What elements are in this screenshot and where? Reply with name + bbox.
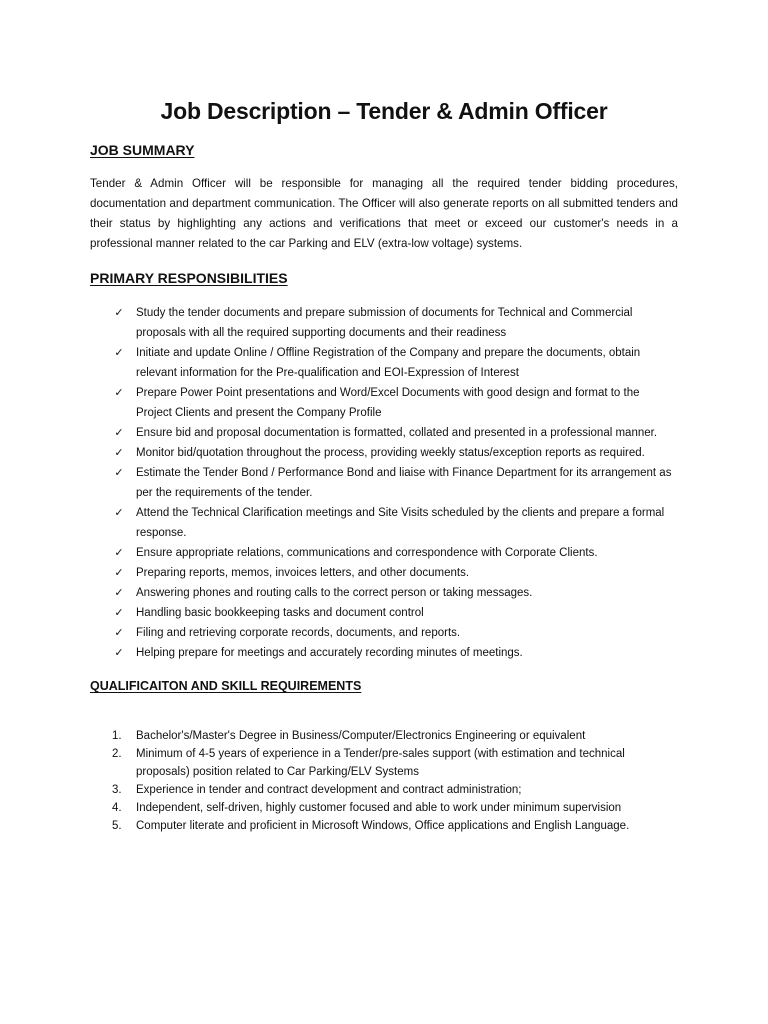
document-title: Job Description – Tender & Admin Officer [160,98,608,124]
responsibility-item [90,563,678,583]
checkmark-icon: ✓ [114,586,124,599]
responsibility-text: Ensure appropriate relations, communications and correspondence with Corporate Clients. [136,547,598,559]
responsibility-text: Estimate the Tender Bond / Performance Bond and liaise with Finance Department for its arrangement as per the requirements of the tender. [136,467,672,499]
responsibility-text: Attend the Technical Clarification meetings and Site Visits scheduled by the clients and prepare a formal response. [136,507,665,539]
responsibility-item [90,603,678,623]
responsibility-item [90,643,678,663]
qualification-item [90,799,678,817]
qualification-item [90,745,678,781]
checkmark-icon: ✓ [114,626,124,639]
responsibility-item [90,463,678,503]
responsibilities-list [90,303,678,663]
qualification-item [90,727,678,745]
responsibility-text: Ensure bid and proposal documentation is formatted, collated and presented in a professional manner. [136,427,658,439]
responsibility-item [90,343,678,383]
qualification-text: Bachelor's/Master's Degree in Business/Computer/Electronics Engineering or equivalent [136,730,586,742]
responsibility-text: Prepare Power Point presentations and Word/Excel Documents with good design and format to the Project Clients and present the Company Profile [136,387,640,419]
checkmark-icon: ✓ [114,566,124,579]
responsibility-text: Initiate and update Online / Offline Registration of the Company and prepare the documents, obtain relevant information for the Pre-qualification and EOI-Expression of Interest [136,347,641,379]
checkmark-icon: ✓ [114,306,124,319]
responsibility-text: Preparing reports, memos, invoices letters, and other documents. [136,567,470,579]
qualification-text: Computer literate and proficient in Microsoft Windows, Office applications and English Language. [136,820,630,832]
checkmark-icon: ✓ [114,466,124,479]
checkmark-icon: ✓ [114,546,124,559]
checkmark-icon: ✓ [114,506,124,519]
responsibility-text: Study the tender documents and prepare submission of documents for Technical and Commercial proposals with all the required supporting documents and their readiness [136,307,633,339]
responsibility-item [90,503,678,543]
responsibility-item [90,303,678,343]
checkmark-icon: ✓ [114,386,124,399]
qualification-item [90,817,678,835]
qualification-text: Independent, self-driven, highly customer focused and able to work under minimum supervision [136,802,622,814]
checkmark-icon: ✓ [114,426,124,439]
qualification-number: 1. [112,730,122,742]
responsibility-item [90,443,678,463]
responsibility-text: Handling basic bookkeeping tasks and document control [136,607,424,619]
checkmark-icon: ✓ [114,446,124,459]
responsibility-item [90,423,678,443]
qualifications-list [90,727,678,835]
checkmark-icon: ✓ [114,646,124,659]
responsibility-text: Helping prepare for meetings and accurately recording minutes of meetings. [136,647,523,659]
qualification-number: 2. [112,748,122,760]
qualification-number: 4. [112,802,122,814]
primary-responsibilities-heading: PRIMARY RESPONSIBILITIES [90,270,288,286]
responsibility-item [90,623,678,643]
qualification-text: Experience in tender and contract development and contract administration; [136,784,522,796]
qualification-number: 3. [112,784,122,796]
responsibility-text: Filing and retrieving corporate records, documents, and reports. [136,627,461,639]
responsibility-text: Answering phones and routing calls to the correct person or taking messages. [136,587,533,599]
checkmark-icon: ✓ [114,346,124,359]
job-summary-text: Tender & Admin Officer will be responsible for managing all the required tender bidding procedures, documentation and department communication. The Officer will also generate reports on all submitted tenders and their status by highlighting any actions and verifications that meet or exceed our customer's needs in a professional manner related to the car Parking and ELV (extra-low voltage) systems. [90,177,678,250]
responsibility-item [90,583,678,603]
responsibility-item [90,383,678,423]
responsibility-item [90,543,678,563]
job-summary-heading: JOB SUMMARY [90,142,195,158]
checkmark-icon: ✓ [114,606,124,619]
qualification-item [90,781,678,799]
responsibility-text: Monitor bid/quotation throughout the process, providing weekly status/exception reports as required. [136,447,645,459]
qualifications-heading: QUALIFICAITON AND SKILL REQUIREMENTS [90,679,362,693]
qualification-number: 5. [112,820,122,832]
qualification-text: Minimum of 4-5 years of experience in a Tender/pre-sales support (with estimation and technical proposals) position related to Car Parking/ELV Systems [136,748,625,778]
